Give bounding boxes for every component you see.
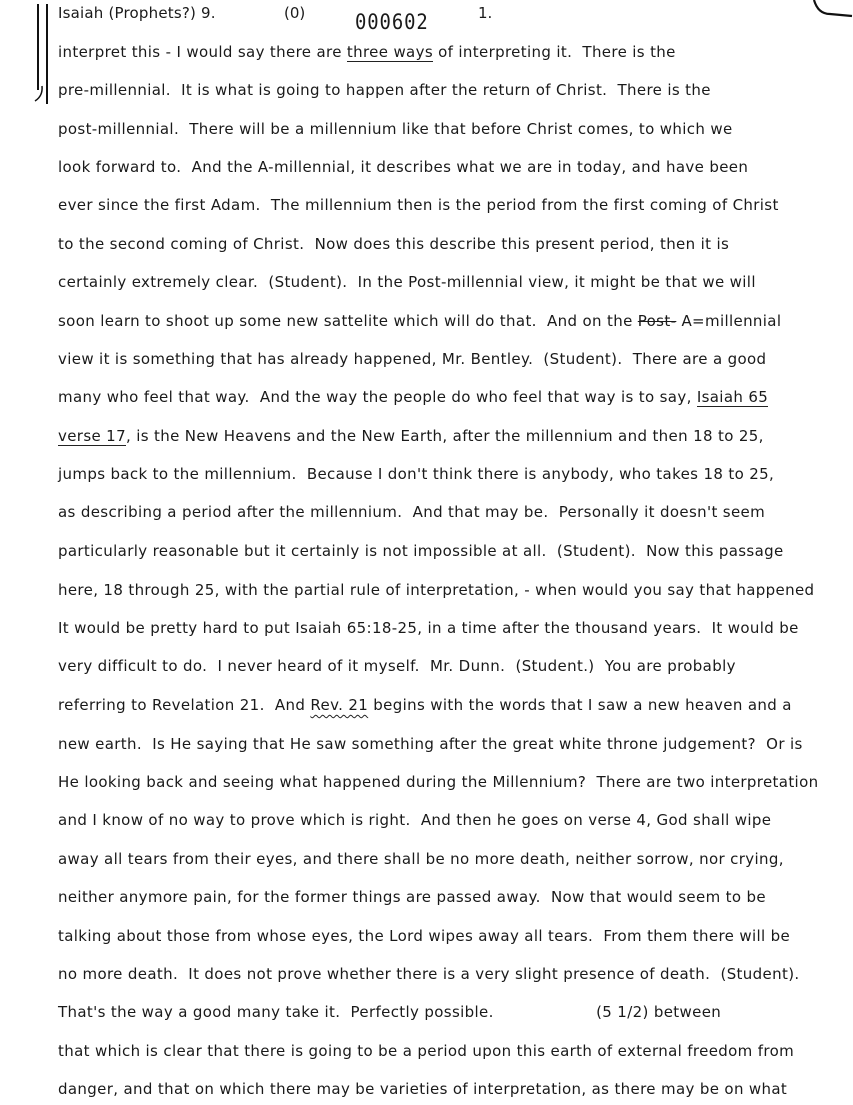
- text-line: He looking back and seeing what happened during the Millennium? There are two interpretation: [58, 773, 819, 791]
- text-line: here, 18 through 25, with the partial rule of interpretation, - when would you say that happened: [58, 581, 815, 599]
- text-line: that which is clear that there is going to be a period upon this earth of external freedom from: [58, 1042, 795, 1060]
- text-line: certainly extremely clear. (Student). In the Post-millennial view, it might be that we will: [58, 273, 756, 291]
- text-line: interpret this - I would say there are three ways of interpreting it. There is the: [58, 43, 676, 61]
- margin-mark-bar-left: [37, 4, 39, 90]
- text-line: verse 17, is the New Heavens and the New Earth, after the millennium and then 18 to 25,: [58, 427, 764, 445]
- text-line: soon learn to shoot up some new sattelite which will do that. And on the Post- A=millennial: [58, 312, 782, 330]
- header-paren: (0): [284, 4, 306, 22]
- header-title: Isaiah (Prophets?) 9.: [58, 4, 216, 22]
- text-line: no more death. It does not prove whether there is a very slight presence of death. (Student).: [58, 965, 800, 983]
- text-line: many who feel that way. And the way the people do who feel that way is to say, Isaiah 65: [58, 388, 769, 406]
- header-stamp-number: 000602: [355, 10, 429, 34]
- text-line: look forward to. And the A-millennial, it describes what we are in today, and have been: [58, 158, 749, 176]
- text-line: to the second coming of Christ. Now does this describe this present period, then it is: [58, 235, 730, 253]
- text-line: new earth. Is He saying that He saw something after the great white throne judgement? Or is: [58, 735, 803, 753]
- text-line: as describing a period after the millennium. And that may be. Personally it doesn't seem: [58, 503, 766, 521]
- text-line: away all tears from their eyes, and there shall be no more death, neither sorrow, nor crying,: [58, 850, 784, 868]
- text-line: view it is something that has already happened, Mr. Bentley. (Student). There are a good: [58, 350, 767, 368]
- text-line: That's the way a good many take it. Perfectly possible. (5 1/2) between: [58, 1003, 722, 1021]
- text-line: jumps back to the millennium. Because I don't think there is anybody, who takes 18 to 25,: [58, 465, 775, 483]
- text-line: pre-millennial. It is what is going to happen after the return of Christ. There is the: [58, 81, 711, 99]
- text-line: very difficult to do. I never heard of it myself. Mr. Dunn. (Student.) You are probably: [58, 657, 736, 675]
- text-line: It would be pretty hard to put Isaiah 65:18-25, in a time after the thousand years. It would be: [58, 619, 799, 637]
- text-line: ever since the first Adam. The millennium then is the period from the first coming of Christ: [58, 196, 779, 214]
- text-line: neither anymore pain, for the former things are passed away. Now that would seem to be: [58, 888, 766, 906]
- text-line: post-millennial. There will be a millennium like that before Christ comes, to which we: [58, 120, 733, 138]
- text-line: talking about those from whose eyes, the Lord wipes away all tears. From them there will be: [58, 927, 791, 945]
- text-line: and I know of no way to prove which is right. And then he goes on verse 4, God shall wipe: [58, 811, 772, 829]
- text-line: particularly reasonable but it certainly is not impossible at all. (Student). Now this passage: [58, 542, 784, 560]
- corner-pen-mark: [808, 0, 853, 24]
- text-line: danger, and that on which there may be varieties of interpretation, as there may be on what: [58, 1080, 788, 1098]
- text-line: referring to Revelation 21. And Rev. 21 begins with the words that I saw a new heaven and a: [58, 696, 792, 714]
- margin-mark-bar-right: [46, 4, 48, 104]
- page-number: 1.: [478, 4, 493, 22]
- margin-hook-mark: [32, 84, 46, 104]
